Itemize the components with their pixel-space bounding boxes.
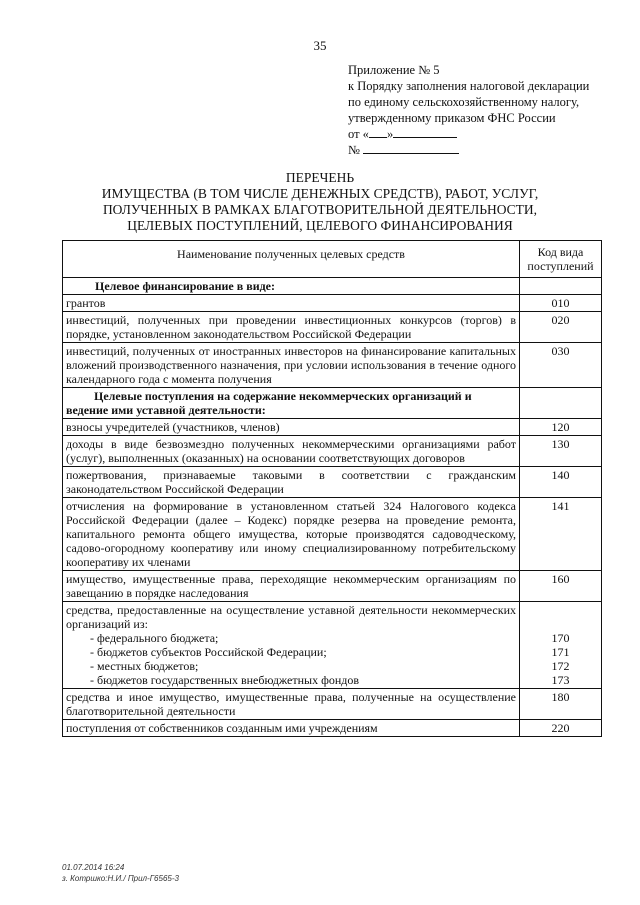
footer-timestamp: 01.07.2014 16:24: [62, 863, 125, 872]
header-code: Код вида поступлений: [520, 241, 602, 278]
table-row: [63, 312, 602, 343]
date-month-blank: [393, 127, 457, 138]
row-name: доходы в виде безвозмездно полученных некоммерческими организациями работ (услуг), выполненных (оказанных) на основании соответствующих договоров: [63, 436, 520, 467]
appendix-line: по единому сельскохозяйственному налогу,: [348, 95, 580, 109]
row-code: 170: [551, 631, 570, 645]
row-name: пожертвования, признаваемые таковыми в соответствии с гражданским законодательством Российской Федерации: [63, 467, 520, 498]
table-row: [63, 419, 602, 436]
header-name: Наименование полученных целевых средств: [63, 241, 520, 278]
title-line: ПОЛУЧЕННЫХ В РАМКАХ БЛАГОТВОРИТЕЛЬНОЙ ДЕЯТЕЛЬНОСТИ,: [102, 202, 538, 217]
row-code: 140: [520, 467, 602, 498]
row-name: имущество, имущественные права, переходящие некоммерческим организациям по завещанию в порядке наследования: [63, 571, 520, 602]
row-name: средства, предоставленные на осуществление уставной деятельности некоммерческих организаций из:: [66, 603, 516, 631]
appendix-number: [348, 142, 628, 158]
appendix-date: [348, 126, 628, 142]
title-line: ЦЕЛЕВЫХ ПОСТУПЛЕНИЙ, ЦЕЛЕВОГО ФИНАНСИРОВАНИЯ: [127, 218, 513, 233]
table-row: [63, 602, 602, 689]
row-sub-item: - бюджетов государственных внебюджетных фондов: [90, 673, 360, 687]
row-code: 172: [551, 659, 570, 673]
page-number: 35: [313, 38, 327, 53]
appendix-block: [348, 62, 628, 158]
date-mid: »: [386, 127, 394, 141]
print-footer: [62, 862, 179, 884]
table-header-row: [63, 241, 602, 278]
row-sub-item: - бюджетов субъектов Российской Федерации;: [90, 645, 327, 659]
table-row: [63, 467, 602, 498]
appendix-title: Приложение № 5: [348, 63, 440, 77]
title-line: ИМУЩЕСТВА (В ТОМ ЧИСЛЕ ДЕНЕЖНЫХ СРЕДСТВ), РАБОТ, УСЛУГ,: [101, 186, 539, 201]
section-heading-line: ведение ими уставной деятельности:: [66, 403, 266, 417]
table-row: [63, 498, 602, 571]
appendix-line: утвержденному приказом ФНС России: [348, 111, 556, 125]
row-name: средства и иное имущество, имущественные права, полученные на осуществление благотворительной деятельности: [63, 689, 520, 720]
row-code: 173: [551, 673, 570, 687]
row-code: 141: [520, 498, 602, 571]
section-heading: Целевое финансирование в виде:: [63, 278, 520, 295]
footer-file-ref: з. Котршко:Н.И./ Прил-Г6565-3: [62, 874, 179, 883]
row-code: 220: [520, 720, 602, 737]
table-row: [63, 343, 602, 388]
section-heading: [63, 388, 520, 419]
row-name: отчисления на формирование в установленном статьей 324 Налогового кодекса Российской Федерации (далее – Кодекс) порядке резерва на проведение ремонта, капитального ремонта общего имущества, которые производятся садоводческому, садово-огородному кооперативу или иному специализированному потребительскому кооперативу их членами: [63, 498, 520, 571]
table-row: [63, 720, 602, 737]
table-row: [63, 436, 602, 467]
row-code: 160: [520, 571, 602, 602]
row-code: 171: [551, 645, 570, 659]
title-line: ПЕРЕЧЕНЬ: [285, 170, 355, 185]
date-prefix: от «: [348, 127, 369, 141]
row-sub-item: - местных бюджетов;: [90, 659, 199, 673]
row-code: 020: [520, 312, 602, 343]
row-code: 030: [520, 343, 602, 388]
table-row: [63, 295, 602, 312]
row-name: инвестиций, полученных при проведении инвестиционных конкурсов (торгов) в порядке, установленном законодательством Российской Федерации: [63, 312, 520, 343]
section-heading-line: Целевые поступления на содержание некоммерческих организаций и: [94, 389, 472, 403]
table-row: [63, 571, 602, 602]
appendix-line: к Порядку заполнения налоговой декларации: [348, 79, 590, 93]
row-name: грантов: [63, 295, 520, 312]
number-prefix: №: [348, 143, 360, 157]
row-name: поступления от собственников созданным ими учреждениям: [63, 720, 520, 737]
row-code: 120: [520, 419, 602, 436]
row-code: 130: [520, 436, 602, 467]
document-title: [40, 170, 600, 234]
income-types-table: [62, 240, 602, 737]
row-code: 180: [520, 689, 602, 720]
row-code-group: [520, 602, 602, 689]
table-row: [63, 689, 602, 720]
row-sub-item: - федерального бюджета;: [90, 631, 219, 645]
date-day-blank: [369, 127, 387, 138]
row-name-group: [63, 602, 520, 689]
section-row: [63, 278, 602, 295]
row-name: инвестиций, полученных от иностранных инвесторов на финансирование капитальных вложений производственного назначения, при условии использования в течение одного календарного года с момента получения: [63, 343, 520, 388]
section-row: [63, 388, 602, 419]
number-blank: [363, 143, 459, 154]
row-name: взносы учредителей (участников, членов): [63, 419, 520, 436]
row-code: 010: [520, 295, 602, 312]
